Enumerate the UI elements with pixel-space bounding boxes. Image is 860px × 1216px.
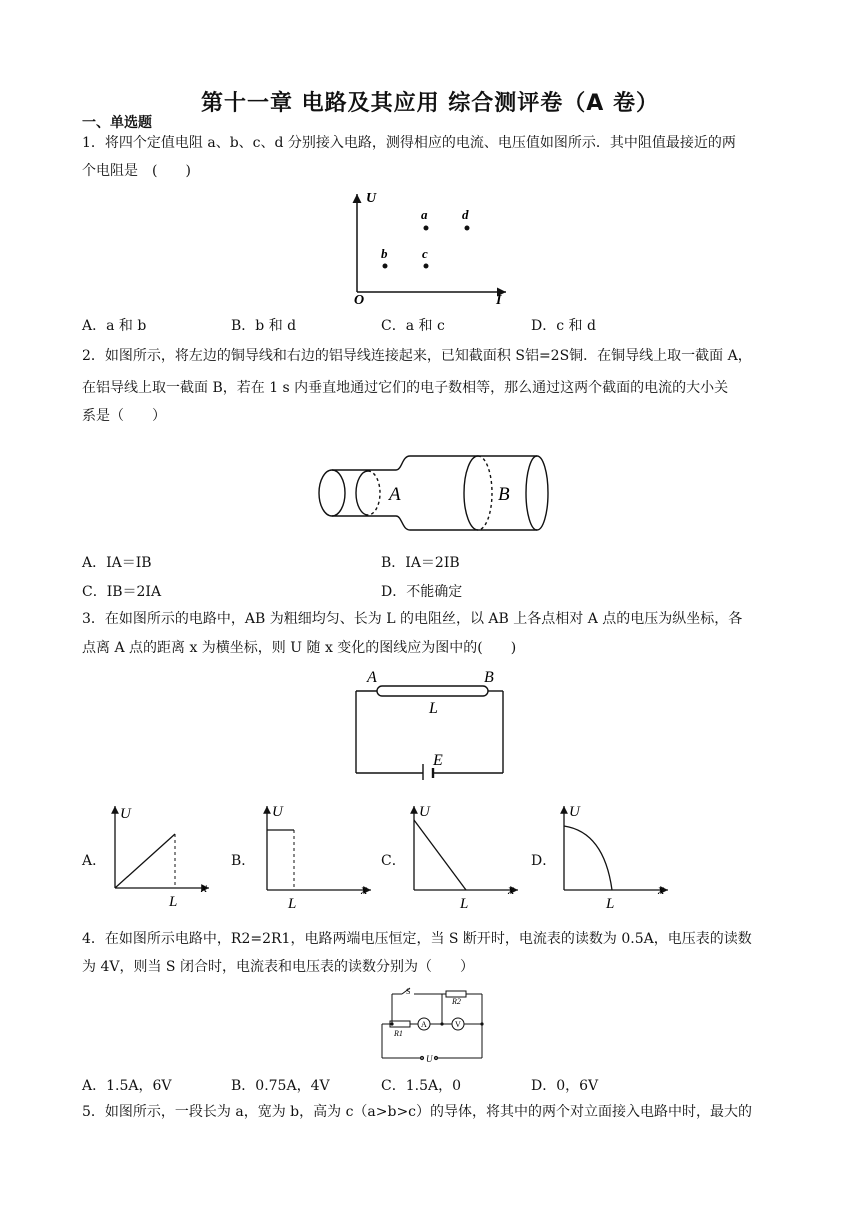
q2-option-c[interactable]: C．IB＝2IA	[82, 584, 162, 600]
q3d-x-label: x	[658, 883, 665, 898]
q3d-y-label: U	[569, 804, 580, 820]
q3-stem-line1: 3．在如图所示的电路中，AB 为粗细均匀、长为 L 的电阻丝，以 AB 上各点相对 A 点的电压为纵坐标，各	[82, 611, 743, 627]
q1-label-a: a	[421, 207, 428, 222]
q3b-x-label: x	[361, 883, 368, 898]
q3c-mark-l: L	[460, 896, 469, 912]
q3-circuit-figure	[345, 664, 515, 780]
q2-option-d[interactable]: D．不能确定	[381, 584, 463, 600]
q4-label-r2: R2	[452, 997, 461, 1006]
q4-option-c[interactable]: C．1.5A，0	[381, 1078, 461, 1094]
q3b-mark-l: L	[288, 896, 297, 912]
q1-point-d	[465, 226, 470, 231]
q3-graph-d	[554, 800, 674, 912]
page-title: 第十一章 电路及其应用 综合测评卷（A 卷）	[200, 91, 659, 116]
q4-stem-line1: 4．在如图所示电路中，R2=2R1，电路两端电压恒定，当 S 断开时，电流表的读数为 0.5A，电压表的读数	[82, 931, 752, 947]
q1-label-c: c	[422, 246, 428, 261]
q4-option-a[interactable]: A．1.5A，6V	[82, 1078, 172, 1094]
q3c-curve	[414, 820, 466, 890]
q4-label-s: S	[406, 987, 411, 996]
q3-label-b: B	[484, 669, 494, 686]
q1-option-d[interactable]: D．c 和 d	[531, 318, 596, 334]
q2-option-a[interactable]: A．IA＝IB	[82, 555, 152, 571]
q3-label-a: A	[367, 669, 377, 686]
q2-stem-line1: 2．如图所示，将左边的铜导线和右边的铝导线连接起来，已知截面积 S铝=2S铜．在铜导线上取一截面 A，	[82, 348, 752, 364]
q1-origin-label: O	[354, 293, 365, 308]
q1-point-b	[383, 264, 388, 269]
q3a-x-label: x	[201, 881, 208, 896]
q1-point-a	[424, 226, 429, 231]
q4-voltmeter-label: V	[455, 1020, 461, 1029]
q1-stem-line2: 个电阻是 ( )	[82, 163, 191, 179]
q3b-y-label: U	[272, 804, 283, 820]
q2-stem-line3: 系是（ ）	[82, 408, 166, 424]
q5-stem-line1: 5．如图所示，一段长为 a，宽为 b，高为 c（a>b>c）的导体，将其中的两个对立面接入电路中时，最大的	[82, 1104, 753, 1120]
q1-label-d: d	[462, 207, 469, 222]
q1-label-b: b	[381, 246, 388, 261]
q3-option-c[interactable]: C．	[381, 853, 406, 869]
q1-ui-graph	[340, 186, 520, 308]
q3d-curve	[564, 826, 612, 890]
q3-label-e: E	[433, 752, 443, 769]
q3-option-b[interactable]: B．	[231, 853, 256, 869]
q1-point-c	[424, 264, 429, 269]
q4-circuit-figure	[374, 984, 494, 1066]
q2-stem-line2: 在铝导线上取一截面 B，若在 1 s 内垂直地通过它们的电子数相等，那么通过这两个截面的电流的大小关	[82, 380, 729, 396]
q3-option-d[interactable]: D．	[531, 853, 557, 869]
q2-label-a: A	[389, 484, 401, 505]
q2-option-b[interactable]: B．IA＝2IB	[381, 555, 460, 571]
q3a-curve	[115, 834, 175, 888]
q1-stem-line1: 1．将四个定值电阻 a、b、c、d 分别接入电路，测得相应的电流、电压值如图所示．其中阻值最接近的两	[82, 135, 736, 151]
q1-option-c[interactable]: C．a 和 c	[381, 318, 445, 334]
q2-label-b: B	[498, 484, 510, 505]
q2-wire-figure	[310, 448, 555, 538]
q1-x-label: I	[496, 293, 502, 308]
q1-y-label: U	[366, 191, 377, 206]
q4-label-r1: R1	[394, 1029, 403, 1038]
q3-graph-b	[257, 800, 377, 912]
q4-stem-line2: 为 4V，则当 S 闭合时，电流表和电压表的读数分别为（ ）	[82, 959, 474, 975]
section-heading: 一、单选题	[82, 115, 152, 131]
q3-graph-a	[105, 800, 215, 912]
q4-label-u: U	[426, 1054, 433, 1064]
q4-option-d[interactable]: D．0，6V	[531, 1078, 599, 1094]
q3c-y-label: U	[419, 804, 430, 820]
q4-ammeter-label: A	[421, 1020, 427, 1029]
q4-option-b[interactable]: B．0.75A，4V	[231, 1078, 330, 1094]
q3c-x-label: x	[508, 883, 515, 898]
q1-option-b[interactable]: B．b 和 d	[231, 318, 297, 334]
q1-option-a[interactable]: A．a 和 b	[82, 318, 147, 334]
q3-graph-c	[404, 800, 524, 912]
q3-label-l: L	[429, 700, 438, 717]
q3a-y-label: U	[120, 806, 131, 822]
q3-stem-line2: 点离 A 点的距离 x 为横坐标，则 U 随 x 变化的图线应为图中的( )	[82, 640, 517, 656]
q3d-mark-l: L	[606, 896, 615, 912]
q3-option-a[interactable]: A．	[82, 853, 107, 869]
q3a-mark-l: L	[169, 894, 178, 910]
